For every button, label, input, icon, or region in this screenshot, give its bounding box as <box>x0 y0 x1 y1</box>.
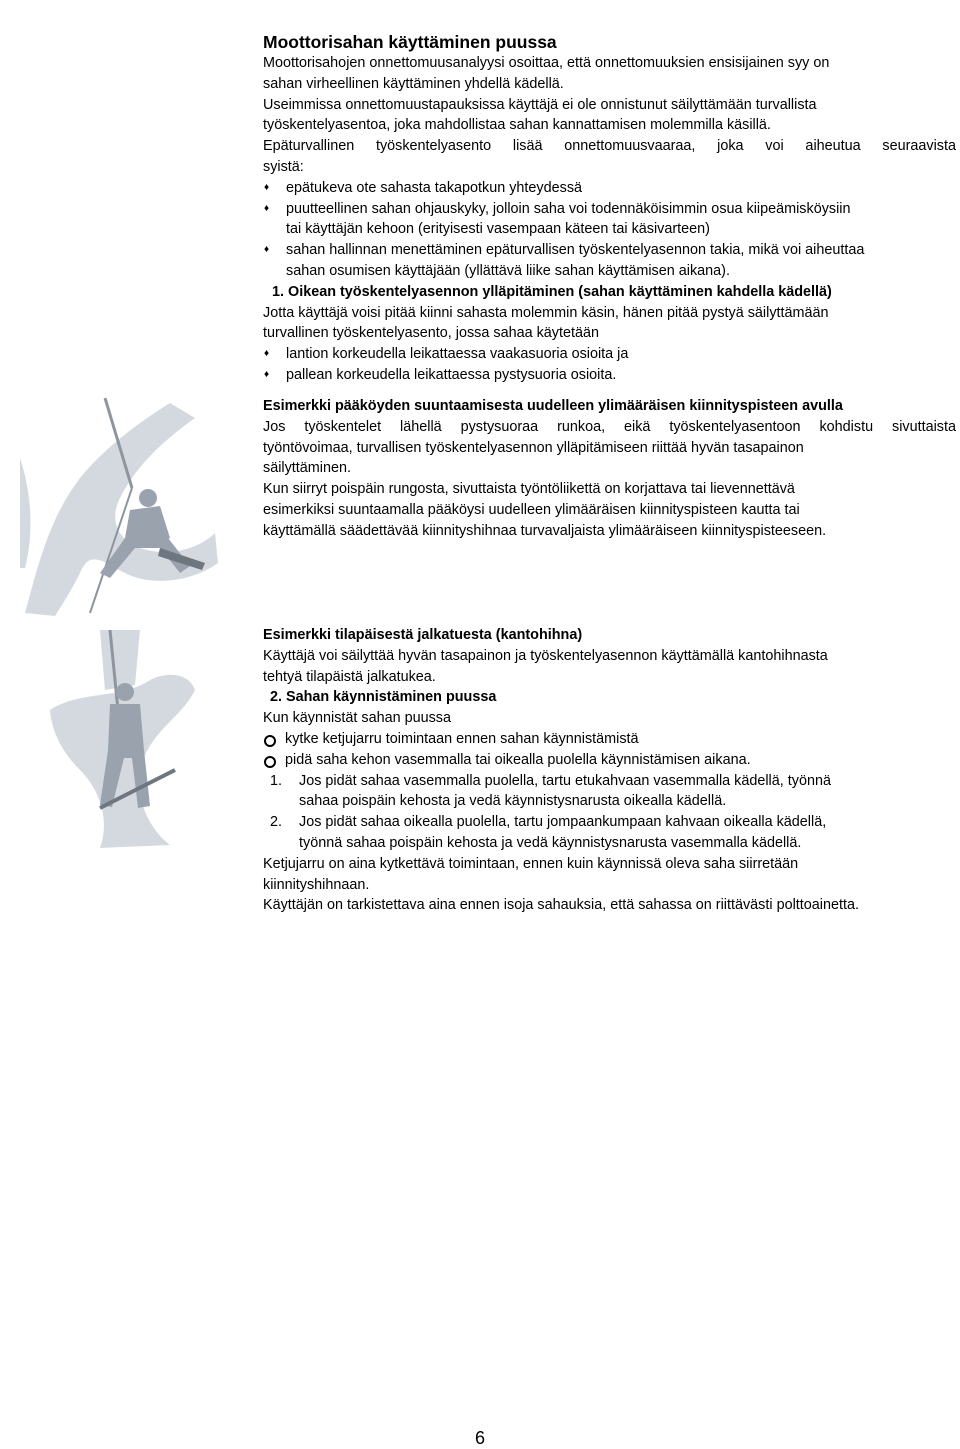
paragraph-line: Epäturvallinen työskentelyasento lisää onnettomuusvaaraa, joka voi aiheutua seuraavista <box>263 138 956 155</box>
subheading: 2. Sahan käynnistäminen puussa <box>270 689 497 706</box>
tree-trunk-left <box>20 458 30 568</box>
paragraph-line: sahan virheellinen käyttäminen yhdellä kädellä. <box>263 75 564 92</box>
diamond-bullet-icon: ♦ <box>264 202 270 214</box>
bullet-item: ♦ sahan hallinnan menettäminen epäturvallisen työskentelyasennon takia, mikä voi aiheuttaa <box>263 240 956 261</box>
bullet-item: ♦ epätukeva ote sahasta takapotkun yhteydessä <box>263 178 956 199</box>
bullet-item: ♦ puutteellinen sahan ohjauskyky, jolloin saha voi todennäköisimmin osua kiipeämisköysiin <box>263 199 956 220</box>
section-title: Esimerkki tilapäisestä jalkatuesta (kantohihna) <box>263 627 583 643</box>
circle-bullet-item: pidä saha kehon vasemmalla tai oikealla puolella käynnistämisen aikana. <box>263 750 956 771</box>
subheading: 1. Oikean työskentelyasennon ylläpitäminen (sahan käyttäminen kahdella kädellä) <box>272 283 832 300</box>
numbered-continuation: työnnä sahaa poispäin kehosta ja vedä käynnistysnarusta vasemmalla kädellä. <box>299 834 802 851</box>
paragraph-line: Useimmissa onnettomuustapauksissa käyttäjä ei ole onnistunut säilyttämään turvallista <box>263 96 817 113</box>
paragraph-line: kiinnityshihnaan. <box>263 876 370 893</box>
climber-head <box>139 489 157 507</box>
climber-body <box>108 704 144 750</box>
paragraph-line: Käyttäjän on tarkistettava aina ennen isoja sahauksia, että sahassa on riittävästi polttoainetta. <box>263 897 859 914</box>
numbered-continuation: sahaa poispäin kehosta ja vedä käynnistysnarusta oikealla kädellä. <box>299 793 727 810</box>
paragraph-line: säilyttäminen. <box>263 460 351 477</box>
paragraph-line: Moottorisahojen onnettomuusanalyysi osoittaa, että onnettomuuksien ensisijainen syy on <box>263 55 830 71</box>
paragraph-line: Kun siirryt poispäin rungosta, sivuttaista työntöliikettä on korjattava tai lievennettävä <box>263 481 795 498</box>
paragraph-line: esimerkiksi suuntaamalla pääköysi uudelleen ylimääräisen kiinnityspisteen kautta tai <box>263 501 800 518</box>
diamond-bullet-icon: ♦ <box>264 348 270 360</box>
numbered-item: 1. Jos pidät sahaa vasemmalla puolella, tartu etukahvaan vasemmalla kädellä, työnnä <box>270 772 831 789</box>
section-title: Moottorisahan käyttäminen puussa <box>263 32 557 52</box>
paragraph-line: syistä: <box>263 158 304 175</box>
paragraph-line: turvallinen työskentelyasento, jossa sahaa käytetään <box>263 325 599 342</box>
section-main-rope-redirect <box>263 396 956 542</box>
section-temporary-footrest <box>263 625 956 916</box>
climber-head <box>116 683 134 701</box>
paragraph-line: Jos työskentelet lähellä pystysuoraa runkoa, eikä työskentelyasentoon kohdistu sivuttaista <box>263 418 956 435</box>
paragraph-line: Ketjujarru on aina kytkettävä toimintaan, ennen kuin käynnissä oleva saha siirretään <box>263 855 799 872</box>
paragraph-line: työntövoimaa, turvallisen työskentelyasennon ylläpitämiseen riittää hyvän tasapainon <box>263 439 804 456</box>
diamond-bullet-icon: ♦ <box>264 368 270 380</box>
numbered-item: 2. Jos pidät sahaa oikealla puolella, tartu jompaankumpaan kahvaan oikealla kädellä, <box>270 814 827 831</box>
paragraph-line: Käyttäjä voi säilyttää hyvän tasapainon ja työskentelyasennon käyttämällä kantohihnasta <box>263 647 828 664</box>
section-title: Esimerkki pääköyden suuntaamisesta uudelleen ylimääräisen kiinnityspisteen avulla <box>263 398 843 414</box>
diamond-bullet-icon: ♦ <box>264 181 270 193</box>
bullet-continuation: tai käyttäjän kehoon (erityisesti vasempaan käteen tai käsivarteen) <box>286 221 710 238</box>
paragraph-line: tehtyä tilapäistä jalkatukea. <box>263 668 436 685</box>
circle-bullet-icon <box>264 735 276 747</box>
page-number: 6 <box>474 1428 485 1448</box>
paragraph-line: Jotta käyttäjä voisi pitää kiinni sahasta molemmin käsin, hänen pitää pystyä säilyttämään <box>263 304 829 321</box>
tree-trunk-top <box>100 630 140 690</box>
section-chainsaw-in-tree <box>263 31 956 386</box>
climber-illustration <box>20 398 220 620</box>
circle-bullet-item: kytke ketjujarru toimintaan ennen sahan käynnistämistä <box>263 729 956 750</box>
bullet-continuation: sahan osumisen käyttäjään (yllättävä liike sahan käyttämisen aikana). <box>286 262 730 279</box>
paragraph-line: työskentelyasentoa, joka mahdollistaa sahan kannattamisen molemmilla käsillä. <box>263 117 771 134</box>
tree-branch <box>25 403 218 616</box>
footrest-illustration <box>40 630 200 850</box>
bullet-item: ♦ pallean korkeudella leikattaessa pystysuoria osioita. <box>263 365 956 386</box>
circle-bullet-icon <box>264 756 276 768</box>
diamond-bullet-icon: ♦ <box>264 244 270 256</box>
paragraph-line: käyttämällä säädettävää kiinnityshihnaa turvavaljaista ylimääräiseen kiinnityspisteeseen. <box>263 522 827 539</box>
paragraph-line: Kun käynnistät sahan puussa <box>263 710 452 727</box>
bullet-item: ♦ lantion korkeudella leikattaessa vaakasuoria osioita ja <box>263 344 956 365</box>
